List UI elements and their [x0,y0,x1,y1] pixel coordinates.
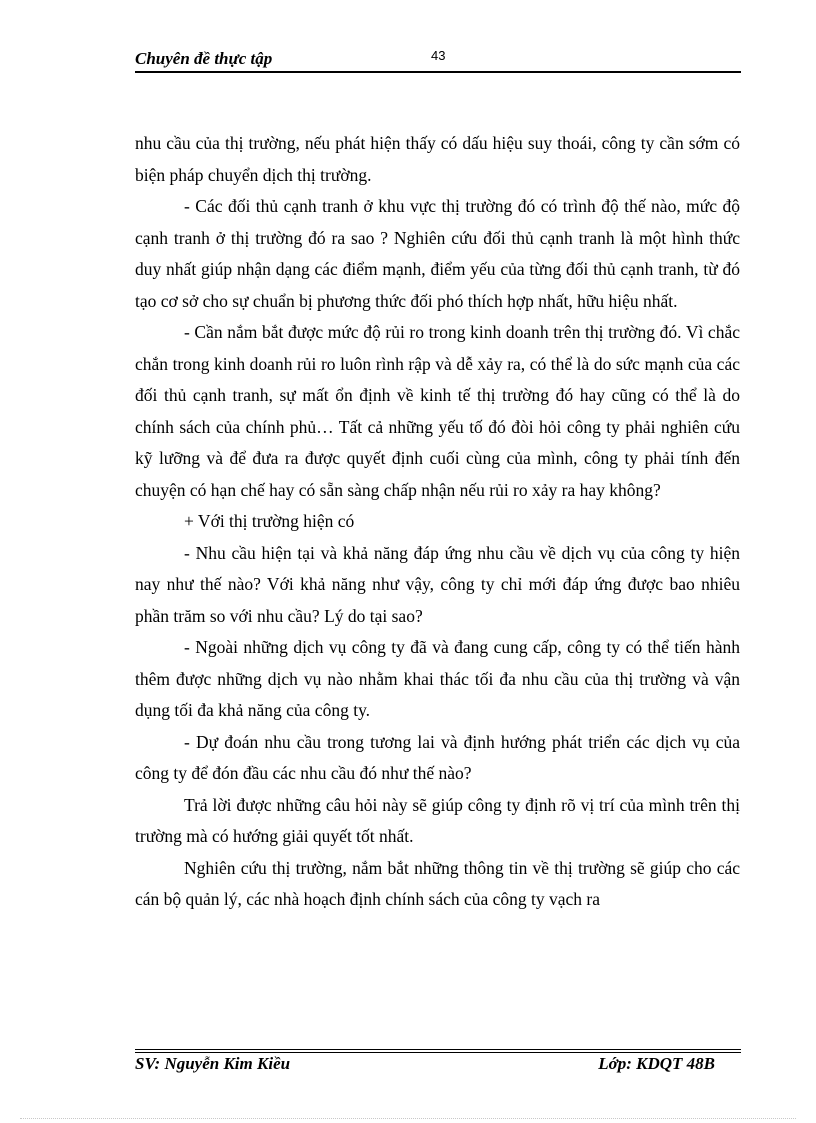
footer-student: SV: Nguyễn Kim Kiều [135,1054,291,1073]
footer-class: Lớp: KDQT 48B [598,1054,715,1073]
paragraph: - Dự đoán nhu cầu trong tương lai và định hướng phát triển các dịch vụ của công ty để đón đầu các nhu cầu đó như thế nào? [135,731,740,783]
paragraph: - Cần nắm bắt được mức độ rủi ro trong kinh doanh trên thị trường đó. Vì chắc chắn trong kinh doanh rủi ro luôn rình rập và dễ xảy ra, có thể là do sức mạnh của các đối thủ cạnh tranh, sự mất ổn định về kinh tế thị trường đó hay cũng có thể là do chính sách của chính phủ… Tất cả những yếu tố đó đòi hỏi công ty phải nghiên cứu kỹ lưỡng và để đưa ra được quyết định cuối cùng của mình, công ty phải tính đến chuyện có hạn chế hay có sẵn sàng chấp nhận nếu rủi ro xảy ra hay không? [135,322,740,500]
page-bottom-border [20,1118,796,1119]
footer-rule-top [135,1049,741,1050]
header-rule [135,71,741,73]
footer-rule-bottom [135,1052,741,1053]
paragraph: - Nhu cầu hiện tại và khả năng đáp ứng nhu cầu về dịch vụ của công ty hiện nay như thế nào? Với khả năng như vậy, công ty chỉ mới đáp ứng được bao nhiêu phần trăm so với nhu cầu? Lý do tại sao? [135,542,740,626]
paragraph: - Ngoài những dịch vụ công ty đã và đang cung cấp, công ty có thể tiến hành thêm được những dịch vụ nào nhằm khai thác tối đa nhu cầu của thị trường và vận dụng tối đa khả năng của công ty. [135,637,740,720]
paragraph: + Với thị trường hiện có [184,511,355,531]
paragraph: - Các đối thủ cạnh tranh ở khu vực thị trường đó có trình độ thế nào, mức độ cạnh tranh ở thị trường đó ra sao ? Nghiên cứu đối thủ cạnh tranh là một hình thức duy nhất giúp nhận dạng các điểm mạnh, điểm yếu của từng đối thủ cạnh tranh, từ đó tạo cơ sở cho sự chuẩn bị phương thức đối phó thích hợp nhất, hữu hiệu nhất. [135,196,740,311]
header-title: Chuyên đề thực tập [135,49,273,68]
page-header [135,48,741,72]
page-footer [135,1054,741,1078]
body-text [135,128,740,916]
paragraph: Trả lời được những câu hỏi này sẽ giúp công ty định rõ vị trí của mình trên thị trường mà có hướng giải quyết tốt nhất. [135,794,740,846]
paragraph: Nghiên cứu thị trường, nắm bắt những thông tin về thị trường sẽ giúp cho các cán bộ quản lý, các nhà hoạch định chính sách của công ty vạch ra [135,857,740,909]
paragraph: nhu cầu của thị trường, nếu phát hiện thấy có dấu hiệu suy thoái, công ty cần sớm có biện pháp chuyển dịch thị trường. [135,133,740,185]
page-number: 43 [431,48,446,63]
